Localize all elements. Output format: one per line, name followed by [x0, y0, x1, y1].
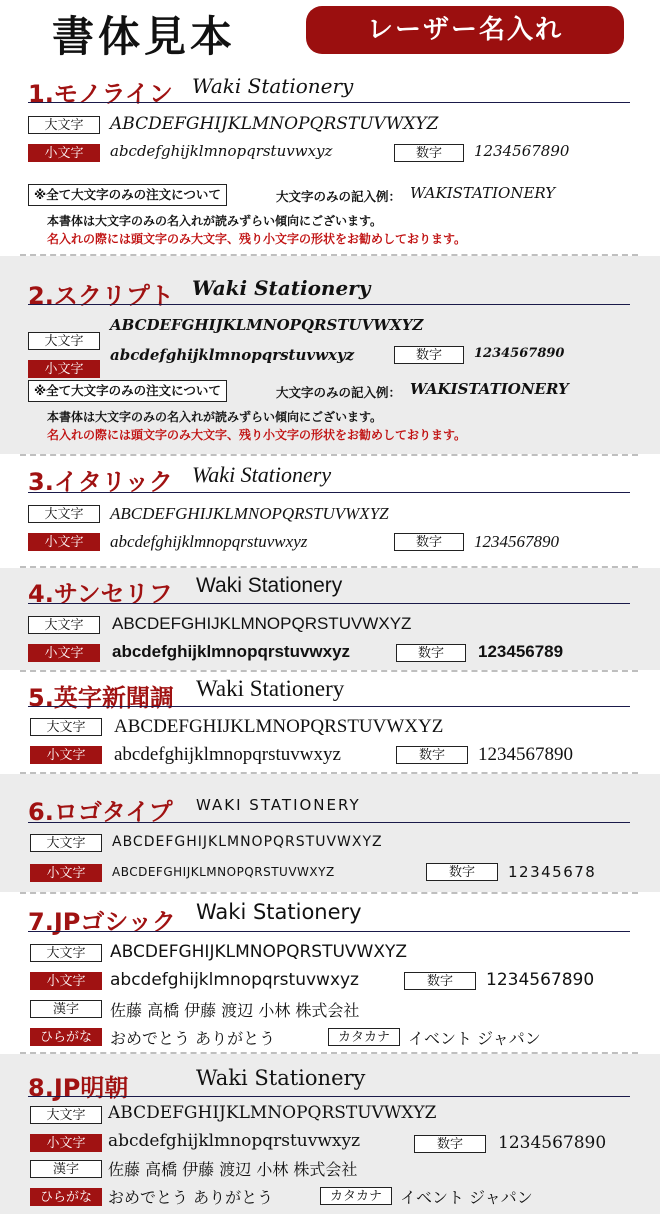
section-title: 7.JPゴシック: [28, 908, 176, 936]
sample-lower: abcdefghijklmnopqrstuvwxyz: [110, 970, 359, 990]
section-title: 2.スクリプト: [28, 282, 174, 310]
label-katakana: カタカナ: [328, 1028, 400, 1046]
title-underline: [28, 304, 630, 305]
label-hiragana: ひらがな: [30, 1028, 102, 1046]
label-upper: 大文字: [28, 332, 100, 350]
section-title: 4.サンセリフ: [28, 580, 173, 608]
sample-lower: abcdefghijklmnopqrstuvwxyz: [110, 532, 308, 551]
uppercase-example-label: 大文字のみの記入例：: [276, 385, 402, 400]
logotype-name-caps: WAKI STATIONERY: [196, 796, 361, 814]
label-upper: 大文字: [30, 834, 102, 852]
uppercase-example-sample: WAKISTATIONERY: [410, 380, 569, 398]
section-newspaper-serif: [0, 672, 660, 772]
note-line-2: 名入れの際には頭文字のみ大文字、残り小文字の形状をお勧めしております。: [47, 428, 467, 442]
sample-kanji: 佐藤 高橋 伊藤 渡辺 小林 株式会社: [110, 1001, 360, 1020]
section-script: [0, 256, 660, 454]
section-sample-name: Waki Stationery: [196, 900, 362, 924]
section-sans-serif: [0, 568, 660, 670]
uppercase-note-box: ※全て大文字のみの注文について: [28, 184, 227, 206]
sample-upper: ABCDEFGHIJKLMNOPQRSTUVWXYZ: [110, 114, 439, 134]
sample-upper: ABCDEFGHIJKLMNOPQRSTUVWXYZ: [108, 1103, 437, 1123]
label-upper: 大文字: [28, 616, 100, 634]
note-line-1: 本書体は大文字のみの名入れが読みずらい傾向にございます。: [47, 410, 383, 424]
title-underline: [28, 102, 630, 103]
label-upper: 大文字: [30, 944, 102, 962]
label-upper: 大文字: [30, 718, 102, 736]
sample-digits: 1234567890: [498, 1133, 607, 1153]
uppercase-example-sample: WAKISTATIONERY: [410, 184, 556, 202]
section-sample-name: Waki Stationery: [192, 276, 371, 300]
label-lower: 小文字: [30, 864, 102, 882]
section-sample-name: [196, 796, 361, 814]
section-italic: [0, 456, 660, 566]
sample-hiragana: おめでとう ありがとう: [108, 1188, 274, 1207]
section-jp-gothic: [0, 894, 660, 1052]
label-lower: 小文字: [28, 144, 100, 162]
section-title: 6.ロゴタイプ: [28, 798, 173, 826]
section-sample-name: Waki Stationery: [196, 1066, 366, 1090]
label-digits: 数字: [394, 533, 464, 551]
label-lower: 小文字: [28, 533, 100, 551]
title-underline: [28, 706, 630, 707]
title-underline: [28, 492, 630, 493]
title-underline: [28, 603, 630, 604]
sample-digits: 1234567890: [486, 970, 595, 990]
sample-lower: abcdefghijklmnopqrstuvwxyz: [110, 142, 333, 160]
section-sample-name: Waki Stationery: [192, 74, 354, 98]
label-digits: 数字: [394, 144, 464, 162]
sample-digits: 1234567890: [474, 532, 559, 551]
label-digits: 数字: [404, 972, 476, 990]
title-underline: [28, 822, 630, 823]
title-underline: [28, 1096, 630, 1097]
section-jp-mincho: [0, 1054, 660, 1214]
label-digits: 数字: [396, 746, 468, 764]
label-digits: 数字: [426, 863, 498, 881]
label-upper: 大文字: [28, 505, 100, 523]
uppercase-example-label: 大文字のみの記入例：: [276, 189, 402, 204]
sample-upper: ABCDEFGHIJKLMNOPQRSTUVWXYZ: [114, 716, 444, 737]
label-lower: 小文字: [30, 972, 102, 990]
laser-engraving-badge: レーザー名入れ: [306, 6, 624, 54]
sample-katakana: イベント ジャパン: [408, 1029, 541, 1048]
section-sample-name: Waki Stationery: [196, 676, 345, 701]
section-title: 8.JP明朝: [28, 1074, 129, 1102]
sample-katakana: イベント ジャパン: [400, 1188, 533, 1207]
label-digits: 数字: [394, 346, 464, 364]
sample-lower: abcdefghijklmnopqrstuvwxyz: [114, 744, 341, 765]
sample-lower: abcdefghijklmnopqrstuvwxyz: [108, 1131, 361, 1151]
sample-upper: ABCDEFGHIJKLMNOPQRSTUVWXYZ: [112, 834, 383, 850]
sample-lower: abcdefghijklmnopqrstuvwxyz: [110, 346, 355, 364]
header: [0, 0, 660, 66]
sample-digits: 1234567890: [478, 744, 573, 765]
section-monoline: [0, 66, 660, 254]
section-sample-name: Waki Stationery: [196, 574, 343, 597]
label-lower: 小文字: [30, 746, 102, 764]
label-digits: 数字: [414, 1135, 486, 1153]
page-title: 書体見本: [52, 12, 237, 61]
sample-upper: ABCDEFGHIJKLMNOPQRSTUVWXYZ: [110, 316, 424, 334]
label-upper: 大文字: [28, 116, 100, 134]
label-lower: 小文字: [28, 644, 100, 662]
sample-upper: ABCDEFGHIJKLMNOPQRSTUVWXYZ: [110, 942, 408, 962]
uppercase-note-box: ※全て大文字のみの注文について: [28, 380, 227, 402]
note-line-1: 本書体は大文字のみの名入れが読みずらい傾向にございます。: [47, 214, 383, 228]
label-digits: 数字: [396, 644, 466, 662]
sample-kanji: 佐藤 高橋 伊藤 渡辺 小林 株式会社: [108, 1160, 358, 1179]
label-kanji: 漢字: [30, 1000, 102, 1018]
label-kanji: 漢字: [30, 1160, 102, 1178]
label-katakana: カタカナ: [320, 1187, 392, 1205]
sample-digits: 1234567890: [474, 346, 565, 361]
section-logotype: [0, 774, 660, 892]
sample-lower: ABCDEFGHIJKLMNOPQRSTUVWXYZ: [112, 865, 335, 879]
sample-digits: 123456789: [478, 642, 564, 661]
sample-upper: ABCDEFGHIJKLMNOPQRSTUVWXYZ: [110, 504, 389, 523]
label-lower: 小文字: [28, 360, 100, 378]
sample-hiragana: おめでとう ありがとう: [110, 1029, 276, 1048]
title-underline: [28, 931, 630, 932]
section-title: 3.イタリック: [28, 468, 173, 496]
section-title: 5.英字新聞調: [28, 684, 174, 712]
sample-digits: 1234567890: [474, 142, 570, 160]
label-upper: 大文字: [30, 1106, 102, 1124]
sample-upper: ABCDEFGHIJKLMNOPQRSTUVWXYZ: [112, 614, 412, 633]
section-sample-name: Waki Stationery: [192, 462, 332, 487]
label-lower: 小文字: [30, 1134, 102, 1152]
note-line-2: 名入れの際には頭文字のみ大文字、残り小文字の形状をお勧めしております。: [47, 232, 467, 246]
section-title: 1.モノライン: [28, 80, 173, 108]
label-hiragana: ひらがな: [30, 1188, 102, 1206]
sample-digits: 12345678: [508, 863, 597, 881]
sample-lower: abcdefghijklmnopqrstuvwxyz: [112, 642, 351, 661]
